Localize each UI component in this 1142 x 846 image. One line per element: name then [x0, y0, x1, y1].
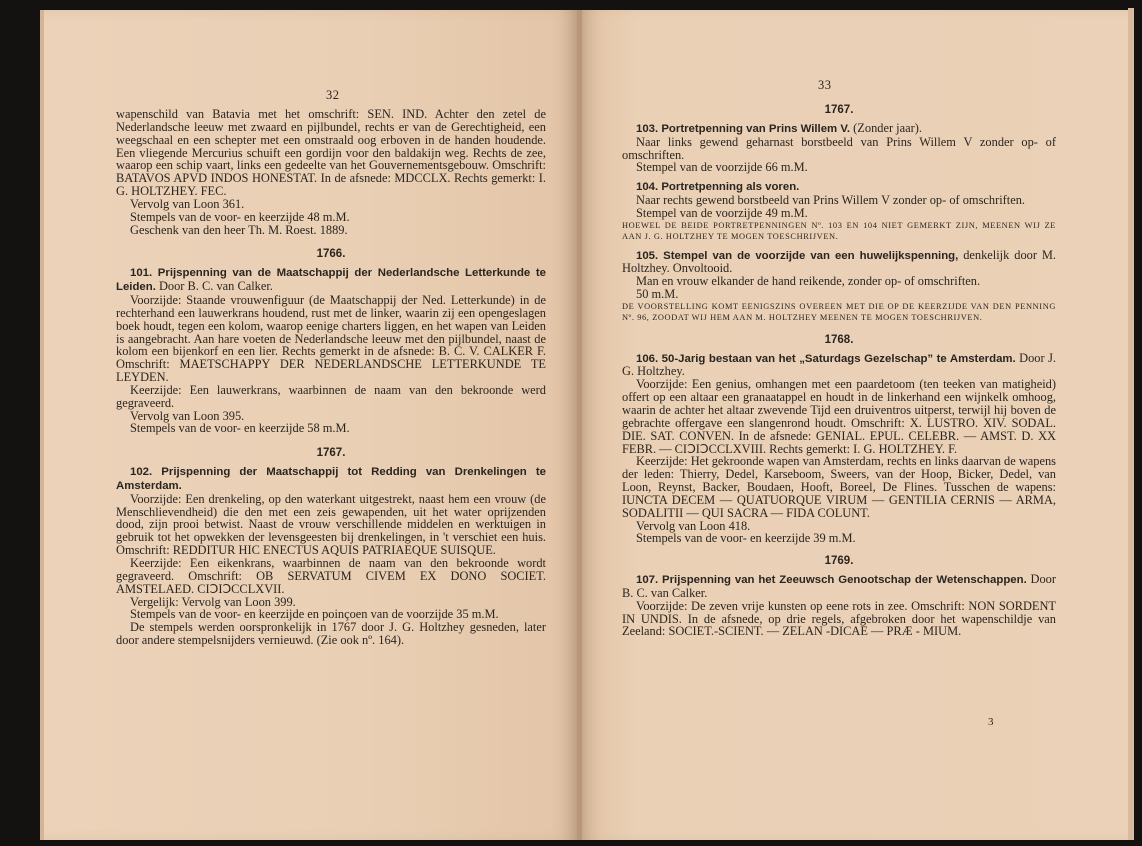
paragraph: Stempels van de voor- en keerzijde en poinçoen van de voorzijde 35 m.M.: [130, 607, 499, 622]
entry-title-tail: Door B. C. van Calker.: [622, 572, 1056, 600]
entry-heading: [622, 249, 1056, 276]
entry-heading: [116, 266, 546, 294]
year-heading: 1768.: [824, 333, 854, 346]
page-number: 32: [326, 88, 340, 102]
paragraph: De stempels werden oorspronkelijk in 1767 door J. G. Holtzhey gesneden, later door andere stempelsnijders vernieuwd. (Zie ook nº. 164).: [116, 620, 546, 648]
year-heading: 1767.: [316, 447, 346, 460]
paragraph: [116, 108, 546, 198]
paragraph: Man en vrouw elkander de hand reikende, zonder op- of omschriften.: [636, 274, 981, 289]
right-page-text: [622, 100, 1056, 638]
page-number: 33: [818, 78, 832, 92]
left-page: [44, 10, 579, 840]
paragraph: Vervolg van Loon 395.: [130, 408, 245, 423]
text-line: vaart, links een gedeelte van het Gouvernementsgebouw. Omschrift:: [205, 158, 546, 173]
paragraph: Stempel van de voorzijde 49 m.M.: [636, 205, 808, 220]
paragraph: Voorzijde: De zeven vrije kunsten op eene rots in zee. Omschrift: NON SORDENT IN UNDIS. In de afsnede, op drie regels, afgebroken door het wapenschildje van Zeeland: SOCIET.-SCIENT. — ZELAN -DICAE — PRÆ - MIUM.: [622, 598, 1056, 639]
text-line: wapenschild van Batavia met het omschrift: SEN. IND. Achter den: [116, 107, 503, 121]
year-heading: 1767.: [824, 104, 854, 116]
entry-title-tail: Door B. C. van Calker.: [155, 279, 273, 294]
paragraph: Naar rechts gewend borstbeeld van Prins Willem V zonder op- of omschriften.: [636, 193, 1026, 208]
paragraph: Geschenk van den heer Th. M. Roest. 1889.: [130, 222, 348, 237]
entry-title-tail: denkelijk door M. Holtzhey. Onvoltooid.: [622, 247, 1056, 276]
entry-heading: [622, 122, 1056, 136]
entry-title-tail: Door J. G. Holtzhey.: [622, 350, 1056, 379]
paragraph: Vergelijk: Vervolg van Loon 399.: [130, 594, 296, 609]
entry-title: 107. Prijspenning van het Zeeuwsch Genootschap der Wetenschappen.: [636, 574, 1027, 587]
paragraph: Stempels van de voor- en keerzijde 39 m.M.: [636, 531, 856, 546]
paragraph: Naar links gewend geharnast borstbeeld van Prins Willem V zonder op- of omschriften.: [622, 134, 1056, 162]
entry-title: 102. Prijspenning der Maatschappij tot Redding van Drenkelingen te Amsterdam.: [116, 466, 546, 492]
left-page-text: [116, 108, 546, 647]
paragraph: Voorzijde: Een genius, omhangen met een paardetoom (ten teeken van matigheid) offert op een altaar een granaatappel en houdt in de linkerhand een wijnkelk omhoog, waarin de achter het altaar zwevende Tijd een druiventros uitperst, terwijl hij boven de gebrachte offergave een slangenrond houdt. Omschrift: X. LUSTRO. XIV. SODAL. DIE. SAT. CONVEN. In de afsnede: GENIAL. EPUL. CELEBR. — AMST. D. XX FEBR. — CIↃIↃCCLXVIII. Rechts gemerkt: I. G. HOLTZHEY. F.: [622, 377, 1056, 456]
entry-title: 105. Stempel van de voorzijde van een huwelijkspenning,: [636, 249, 959, 262]
paragraph: Keerzijde: Een eikenkrans, waarbinnen de naam van den bekroonde wordt gegraveerd. Omschrift: OB SERVATUM CIVEM EX DONO SOCIET. AMSTELAED. CIↃIↃCCLXVII.: [116, 556, 546, 596]
entry-title-tail: (Zonder jaar).: [850, 120, 922, 135]
paragraph: Keerzijde: Het gekroonde wapen van Amsterdam, rechts en links daarvan de wapens der leden: Thierry, Dedel, Karseboom, Sweers, van der Hoop, Bicker, Dedel, van Loon, Reynst, Backer, Boudaen, Hooft, Boreel, De Flines. Tusschen de wapens: IUNCTA DECEM — QUATUORQUE VIRUM — GENTILIA CERNIS — ARMA, SODALITII — QUI SACRA — FIDA COLUNT.: [622, 454, 1056, 520]
paragraph: Voorzijde: Staande vrouwenfiguur (de Maatschappij der Ned. Letterkunde) in de rechterhand een lauwerkrans houdend, rust met de linker, waarin zij een opengeslagen boek houdt, tegen een kolom, waarop eenige charters liggen, en het wapen van Leiden is aangebracht. Aan hare voeten de Nederlandsche leeuw met den pijlbundel, naast de kolom een bijenkorf en een lier. Rechts gemerkt in de afsnede: B. C. V. CALKER F. Omschrift: MAETSCHAPPY DER NEDERLANDSCHE LETTERKUNDE TE LEYDEN.: [116, 292, 546, 385]
entry-title: 103. Portretpenning van Prins Willem V.: [636, 122, 851, 135]
signature-mark: 3: [988, 716, 994, 728]
footnote: HOEWEL DE BEIDE PORTRETPENNINGEN Nº. 103 EN 104 NIET GEMERKT ZIJN, MEENEN WIJ ZE AAN J. G. HOLTZHEY TE MOGEN TOESCHRIJVEN.: [622, 220, 1056, 242]
entry-heading: [116, 465, 546, 493]
text-line: een gordijn voor den baldakijn weg. Rechts de zee, waarop een schip: [116, 145, 547, 173]
entry-title: 106. 50-Jarig bestaan van het „Saturdags Gezelschap” te Amsterdam.: [636, 352, 1016, 365]
entry-heading: [622, 180, 1056, 194]
entry-title: 104. Portretpenning als voren.: [636, 181, 800, 194]
paragraph: Stempels van de voor- en keerzijde 48 m.M.: [130, 209, 350, 224]
year-heading: 1766.: [316, 248, 346, 261]
year-heading: 1769.: [824, 555, 854, 568]
paragraph: Vervolg van Loon 361.: [130, 196, 245, 211]
right-page: [582, 10, 1128, 840]
right-page-edge: [1128, 8, 1134, 840]
text-line: Rechts gemerkt: I. G. HOLTZHEY. FEC.: [116, 171, 546, 199]
paragraph: Stempels van de voor- en keerzijde 58 m.M.: [130, 421, 350, 436]
footnote: DE VOORSTELLING KOMT EENIGSZINS OVEREEN MET DIE OP DE KEERZIJDE VAN DEN PENNING Nº. 96, ZOODAT WIJ HEM AAN M. HOLTZHEY MEENEN TE MOGEN TOESCHRIJVEN.: [622, 301, 1056, 323]
paragraph: 50 m.M.: [636, 287, 679, 302]
paragraph: Stempel van de voorzijde 66 m.M.: [636, 160, 808, 175]
paragraph: Voorzijde: Een drenkeling, op den waterkant uitgestrekt, naast hem een vrouw (de Menschlievendheid) die den met een zeis gewapenden, uit het water oprijzenden dood, zijn prooi betwist. Naast de vrouw verschillende middelen en werktuigen in gebruik tot het opwekken der levensgeesten bij drenkelingen, in 't verschiet een huis. Omschrift: REDDITUR HIC ENECTUS AQUIS PATRIAEQUE SUISQUE.: [116, 491, 546, 558]
text-line: oog erboven in de handen houdende. Een vliegende Mercurius schuift: [116, 132, 546, 160]
entry-title: 101. Prijspenning van de Maatschappij der Nederlandsche Letterkunde te Leiden.: [116, 267, 546, 294]
text-line: BATAVOS APVD INDOS HONESTAT. In de afsnede: MDCCLX.: [116, 171, 455, 186]
text-line: de Gerechtigheid, een weegschaal en een schepter met een omstraald: [116, 119, 546, 147]
paragraph: Keerzijde: Een lauwerkrans, waarbinnen de naam van den bekroonde werd gegraveerd.: [116, 382, 546, 410]
entry-heading: [622, 573, 1056, 600]
text-line: zetel de Nederlandsche leeuw met zwaard en pijlbundel, rechts er van: [116, 107, 546, 134]
entry-heading: [622, 352, 1056, 379]
paragraph: Vervolg van Loon 418.: [636, 518, 751, 533]
